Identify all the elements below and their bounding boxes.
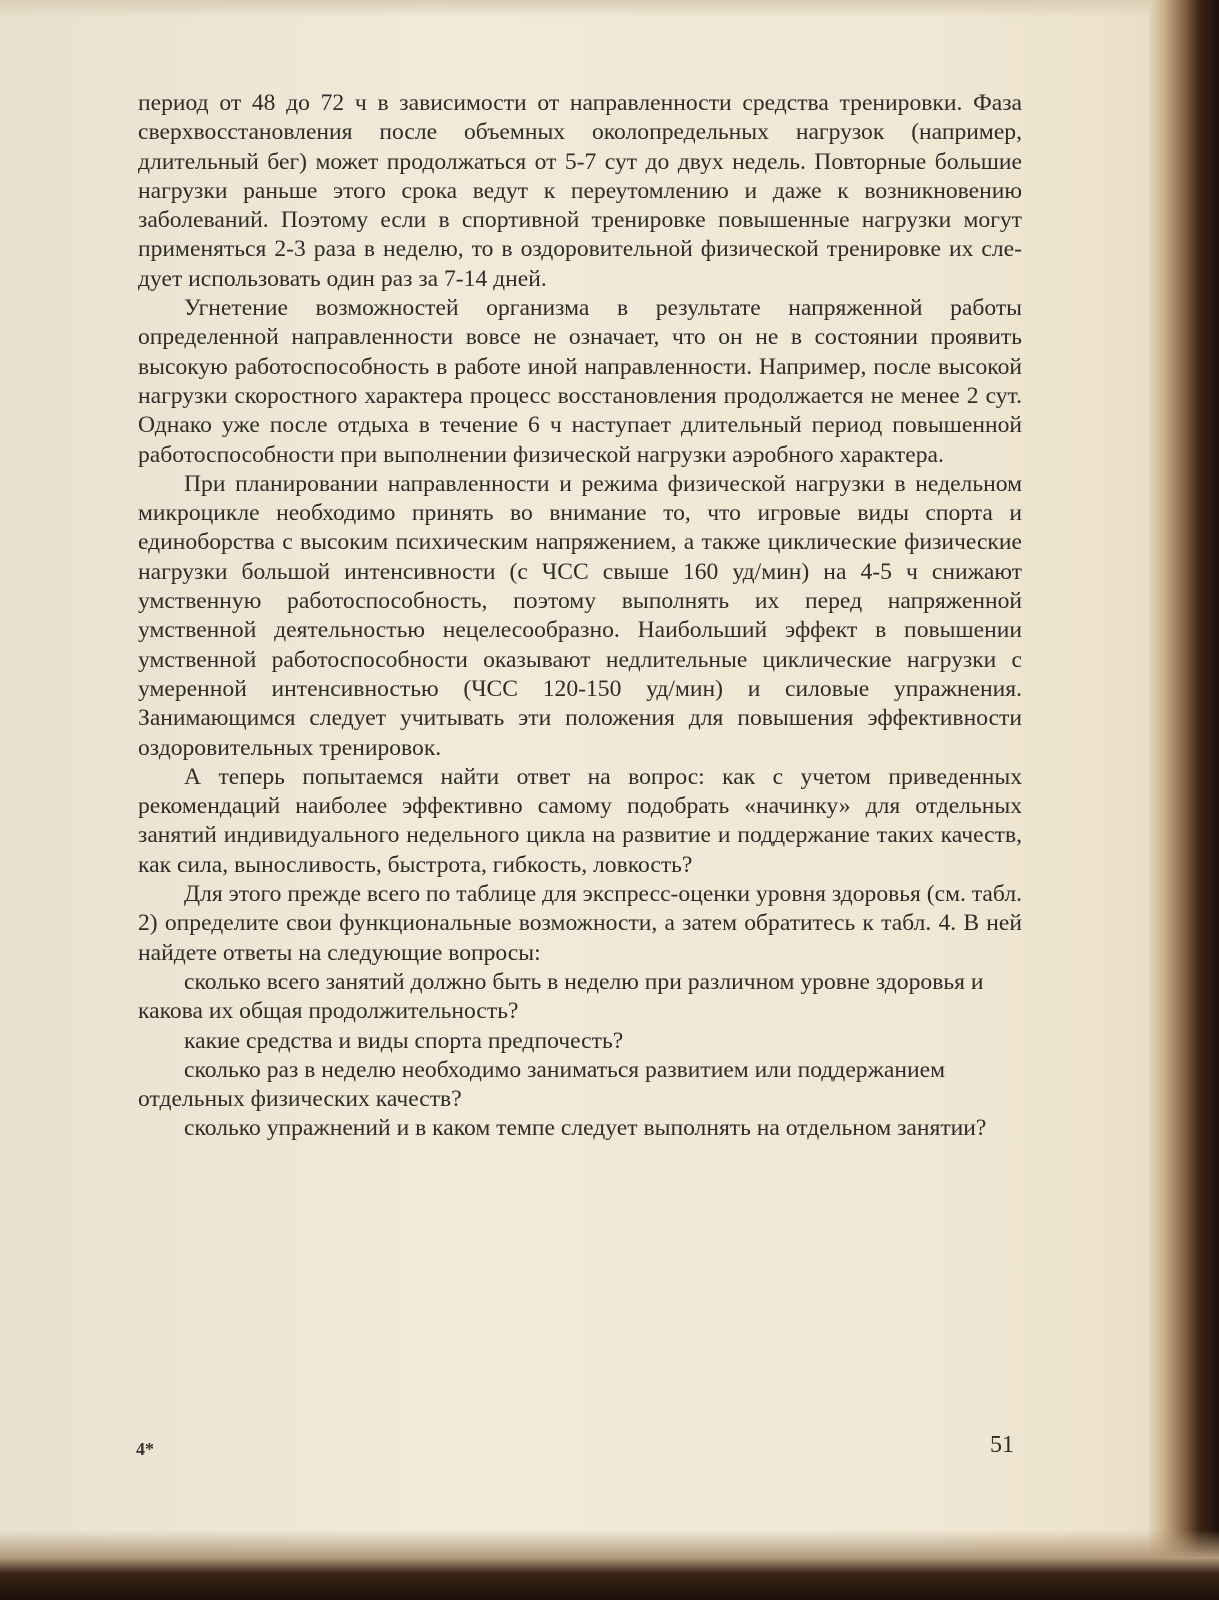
paragraph-5: Для этого прежде всего по таблице для экспресс-оценки уровня здоровья (см. табл. 2) определите свои функциональные возможности, а затем обратитесь к табл. 4. В ней найдете ответы на следующие вопросы: <box>138 881 1022 966</box>
question-3: сколько раз в неделю необходимо заниматься развитием или поддержанием отдельных физических качеств? <box>138 1056 946 1113</box>
question-2: какие средства и виды спорта предпочесть? <box>184 1027 624 1054</box>
body-text <box>138 89 1022 1144</box>
paragraph-1: период от 48 до 72 ч в зависимости от направленности средства тренировки. Фаза сверхвосстановления после объемных околопредельных нагрузок (например, длительный бег) может продолжаться от 5-7 сут до двух недель. Повторные большие нагрузки раньше этого срока ведут к переутомлению и даже к возникновению заболеваний. Поэтому если в спортивной тренировке повышенные нагрузки могут применяться 2-3 раза в неделю, то в оздоровительной физической тренировке их следует использовать один раз за 7-14 дней. <box>138 90 1022 292</box>
signature-mark: 4* <box>136 1439 154 1459</box>
question-4: сколько упражнений и в каком темпе следует выполнять на отдельном занятии? <box>184 1115 987 1142</box>
book-spine-shadow <box>1149 0 1219 1600</box>
paragraph-3: При планировании направленности и режима физической нагрузки в недельном микроцикле необходимо принять во внимание то, что игровые виды спорта и единоборства с высоким психическим напряжением, а также циклические физические нагрузки большой интенсивности (с ЧСС свыше 160 уд/мин) на 4-5 ч снижают умственную работоспособность, поэтому выполнять их перед напряженной умственной деятельностью нецелесообразно. Наибольший эффект в повышении умственной работоспособности оказывают недлительные циклические нагрузки с умеренной интенсивностью (ЧСС 120-150 уд/мин) и силовые упражнения. Занимающимся следует учитывать эти положения для повышения эффективности оздоровительных тренировок. <box>138 470 1022 761</box>
paragraph-2: Угнетение возможностей организма в результате напряженной работы определенной направленности вовсе не означает, что он не в состоянии проявить высокую работоспособность в работе иной направленности. Например, после высокой нагрузки скоростного характера процесс восстановления продолжается не менее 2 сут. Однако уже после отдыха в течение 6 ч наступает длительный период повышенной работоспособности при выполнении физической нагрузки аэробного характера. <box>138 295 1022 468</box>
paragraph-4: А теперь попытаемся найти ответ на вопрос: как с учетом приведенных рекомендаций наиболее эффективно самому подобрать «начинку» для отдельных занятий индивидуального недельного цикла на развитие и поддержание таких качеств, как сила, выносливость, быстрота, гибкость, ловкость? <box>138 763 1022 878</box>
page-top-edge <box>0 0 1219 18</box>
page-number: 51 <box>990 1432 1014 1458</box>
page-bottom-edge <box>0 1530 1219 1600</box>
question-1: сколько всего занятий должно быть в неделю при различном уровне здоровья и какова их общая продолжительность? <box>138 968 984 1025</box>
